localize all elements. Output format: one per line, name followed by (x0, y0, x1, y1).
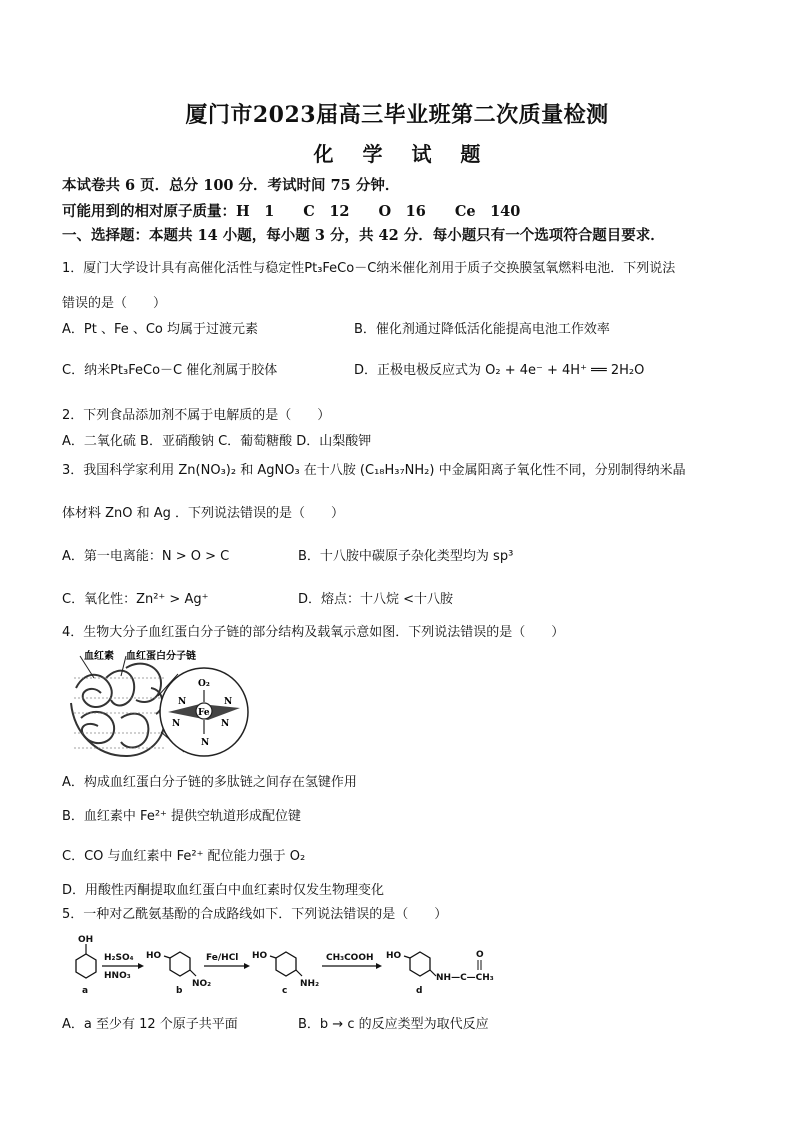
q3-option-c: C．氧化性：Zn²⁺ > Ag⁺ (62, 592, 209, 607)
n-label: N (201, 738, 210, 748)
hemoglobin-figure (66, 648, 252, 764)
carbonyl-o-label: O (476, 950, 484, 960)
q4-stem: 4．生物大分子血红蛋白分子链的部分结构及载氧示意如图．下列说法错误的是（ ） (62, 625, 565, 640)
chain-label: 血红蛋白分子链 (126, 651, 196, 662)
benzene-ring-b (170, 952, 190, 976)
section-heading: 一、选择题：本题共 14 小题，每小题 3 分，共 42 分．每小题只有一个选项符合题目要求． (62, 227, 665, 244)
label-c: c (282, 986, 288, 996)
q4-option-c: C．CO 与血红素中 Fe²⁺ 配位能力强于 O₂ (62, 849, 306, 864)
oh-label: OH (78, 935, 94, 945)
q1-option-d: D．正极电极反应式为 O₂ + 4e⁻ + 4H⁺ ══ 2H₂O (354, 363, 645, 378)
o2-label: O₂ (198, 679, 210, 689)
benzene-ring-c (276, 952, 296, 976)
reagent-h2so4: H₂SO₄ (104, 953, 134, 963)
reagent-ch3cooh: CH₃COOH (326, 953, 374, 963)
benzene-ring-d (410, 952, 430, 976)
protein-chain-drawing (71, 664, 164, 756)
benzene-ring-a (76, 954, 96, 978)
q2-options: A．二氧化硫 B．亚硝酸钠 C．葡萄糖酸 D．山梨酸钾 (62, 434, 372, 449)
fe-label: Fe (198, 708, 210, 718)
amide-label: NH—C—CH₃ (436, 973, 494, 983)
arrowhead-3 (376, 963, 382, 969)
arrowhead-1 (138, 963, 144, 969)
nh2-label: NH₂ (300, 979, 320, 989)
intro-line-1: 本试卷共 6 页．总分 100 分．考试时间 75 分钟． (62, 177, 400, 194)
q3-option-a: A．第一电离能：N > O > C (62, 549, 230, 564)
q3-stem: 3．我国科学家利用 Zn(NO₃)₂ 和 AgNO₃ 在十八胺 (C₁₈H₃₇NH₂) 中金属阳离子氧化性不同，分别制得纳米晶 (62, 463, 686, 478)
n-label: N (221, 719, 230, 729)
ho-label-d: HO (386, 951, 402, 961)
label-b: b (176, 986, 183, 996)
n-label: N (172, 719, 181, 729)
no2-label: NO₂ (192, 979, 212, 989)
q1-option-c: C．纳米Pt₃FeCo－C 催化剂属于胶体 (62, 363, 278, 378)
q1-option-b: B．催化剂通过降低活化能提高电池工作效率 (354, 322, 610, 337)
exam-subtitle: 化 学 试 题 (313, 142, 481, 166)
synthesis-route-figure (64, 928, 516, 998)
q5-stem: 5．一种对乙酰氨基酚的合成路线如下．下列说法错误的是（ ） (62, 907, 448, 922)
q1-stem: 1．厦门大学设计具有高催化活性与稳定性Pt₃FeCo－C纳米催化剂用于质子交换膜氢氧燃料电池．下列说法 (62, 261, 676, 276)
q1-stem-cont: 错误的是（ ） (62, 296, 167, 311)
intro-line-2: 可能用到的相对原子质量：H 1 C 12 O 16 Ce 140 (62, 203, 521, 220)
q4-option-d: D．用酸性丙酮提取血红蛋白中血红素时仅发生物理变化 (62, 883, 385, 898)
q3-option-b: B．十八胺中碳原子杂化类型均为 sp³ (298, 549, 514, 564)
heme-label: 血红素 (84, 651, 114, 662)
ho-label-b: HO (146, 951, 162, 961)
q1-option-a: A．Pt 、Fe 、Co 均属于过渡元素 (62, 322, 259, 337)
arrowhead-2 (244, 963, 250, 969)
label-a: a (82, 986, 89, 996)
reagent-fe-hcl: Fe/HCl (206, 953, 239, 963)
n-label: N (178, 697, 187, 707)
q3-stem-cont: 体材料 ZnO 和 Ag ．下列说法错误的是（ ） (62, 506, 345, 521)
label-d: d (416, 986, 423, 996)
q2-stem: 2．下列食品添加剂不属于电解质的是（ ） (62, 408, 331, 423)
q5-option-a: A．a 至少有 12 个原子共平面 (62, 1017, 238, 1032)
q4-option-b: B．血红素中 Fe²⁺ 提供空轨道形成配位键 (62, 809, 302, 824)
n-label: N (224, 697, 233, 707)
q5-option-b: B．b → c 的反应类型为取代反应 (298, 1017, 489, 1032)
ho-label-c: HO (252, 951, 268, 961)
reagent-hno3: HNO₃ (104, 971, 131, 981)
q4-option-a: A．构成血红蛋白分子链的多肽链之间存在氢键作用 (62, 775, 357, 790)
q3-option-d: D．熔点：十八烷 <十八胺 (298, 592, 454, 607)
exam-title: 厦门市2023届高三毕业班第二次质量检测 (185, 102, 609, 128)
